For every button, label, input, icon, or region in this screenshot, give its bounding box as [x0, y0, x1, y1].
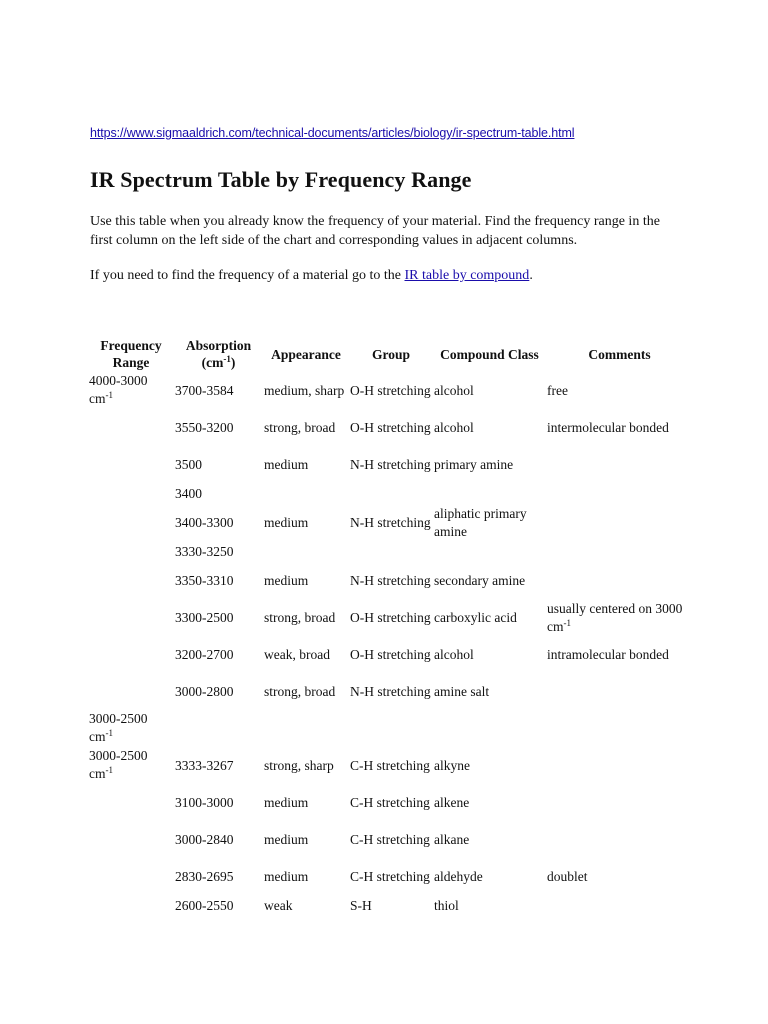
cell-appearance [263, 483, 349, 504]
table-row [88, 541, 693, 562]
document-page [90, 126, 690, 285]
table-row [88, 372, 693, 409]
cell-absorption: 3333-3267 [175, 757, 234, 773]
cell-appearance: strong, broad [264, 609, 336, 625]
cell-group [349, 483, 433, 504]
cell-appearance: weak [264, 897, 293, 913]
para2-text-before: If you need to find the frequency of a material go to the [90, 268, 405, 283]
cell-group [349, 710, 433, 747]
table-row [88, 504, 693, 541]
cell-appearance [263, 710, 349, 747]
cell-compound-class: thiol [434, 897, 459, 913]
cell-comments [546, 710, 693, 747]
cell-appearance: medium [264, 456, 309, 472]
range-unit-sup: -1 [105, 728, 113, 738]
cell-frequency-range [88, 562, 174, 599]
cell-absorption: 3330-3250 [175, 543, 234, 559]
cell-compound-class: primary amine [434, 456, 514, 472]
cell-group: O-H stretching [350, 382, 431, 398]
cell-comments [546, 784, 693, 821]
table-row [88, 562, 693, 599]
cell-compound-class: alcohol [434, 646, 474, 662]
cell-appearance: medium [264, 514, 309, 530]
cell-group: O-H stretching [350, 646, 431, 662]
table-row [88, 747, 693, 784]
cell-absorption: 3550-3200 [175, 419, 234, 435]
cell-group: C-H stretching [350, 868, 430, 884]
cell-compound-class: amine salt [434, 683, 490, 699]
cell-comments [546, 483, 693, 504]
header-appearance: Appearance [271, 346, 341, 362]
cell-compound-class [433, 541, 546, 562]
cell-appearance: weak, broad [264, 646, 330, 662]
cell-comments [546, 504, 693, 541]
cell-absorption: 3000-2840 [175, 831, 234, 847]
table-row [88, 636, 693, 673]
cell-absorption: 3100-3000 [175, 794, 234, 810]
range-value: 4000-3000 [89, 373, 148, 388]
header-absorption-text: Absorption (cm [185, 338, 252, 370]
range-unit: cm [89, 766, 106, 781]
cell-absorption: 3400 [175, 485, 202, 501]
cell-appearance: medium [264, 572, 309, 588]
cell-absorption: 3200-2700 [175, 646, 234, 662]
table-row [88, 599, 693, 636]
cell-comments [546, 541, 693, 562]
header-absorption [174, 336, 263, 372]
cell-absorption [174, 710, 263, 747]
header-frequency-range: Frequency Range [100, 338, 162, 370]
cell-absorption: 3500 [175, 456, 202, 472]
cell-appearance: medium, sharp [264, 382, 345, 398]
cell-compound-class: alkyne [434, 757, 470, 773]
cell-group: N-H stretching [350, 572, 431, 588]
compound-table-paragraph [90, 266, 690, 285]
cell-absorption: 3300-2500 [175, 609, 234, 625]
table-row [88, 858, 693, 895]
cell-frequency-range [88, 784, 174, 821]
cell-frequency-range [88, 446, 174, 483]
cell-frequency-range [88, 895, 174, 916]
cell-frequency-range [88, 504, 174, 541]
ir-table-by-compound-link[interactable]: IR table by compound [404, 268, 530, 283]
table-row [88, 483, 693, 504]
cell-appearance: medium [264, 794, 309, 810]
range-value: 3000-2500 [89, 711, 148, 726]
cell-comments: intramolecular bonded [547, 646, 669, 662]
cell-absorption: 3000-2800 [175, 683, 234, 699]
cell-comments [546, 446, 693, 483]
cell-frequency-range [88, 372, 174, 409]
table-row [88, 446, 693, 483]
range-unit: cm [89, 391, 106, 406]
cell-appearance: medium [264, 831, 309, 847]
intro-paragraph: Use this table when you already know the frequency of your material. Find the frequency range in the first column on the left side of the chart and corresponding values in adjacent columns. [90, 214, 660, 248]
cell-compound-class: carboxylic acid [434, 609, 517, 625]
cell-comments [546, 895, 693, 916]
cell-frequency-range [88, 858, 174, 895]
cell-absorption: 3700-3584 [175, 382, 234, 398]
cell-frequency-range [88, 483, 174, 504]
cell-group: S-H [350, 897, 372, 913]
ir-spectrum-table [88, 336, 693, 916]
cell-comments [546, 562, 693, 599]
comment-unit-sup: -1 [563, 617, 571, 628]
header-compound-class: Compound Class [440, 346, 539, 362]
cell-compound-class [433, 710, 546, 747]
cell-comments [546, 599, 693, 636]
cell-comments: intermolecular bonded [547, 419, 669, 435]
page-title: IR Spectrum Table by Frequency Range [90, 167, 472, 192]
cell-absorption: 3350-3310 [175, 572, 234, 588]
cell-compound-class [433, 483, 546, 504]
cell-comments: free [547, 382, 568, 398]
table-row [88, 673, 693, 710]
comment-text: usually centered on 3000 cm [547, 600, 683, 634]
cell-appearance: strong, broad [264, 419, 336, 435]
cell-absorption: 2830-2695 [175, 868, 234, 884]
cell-appearance: medium [264, 868, 309, 884]
range-unit: cm [89, 729, 106, 744]
cell-frequency-range [88, 409, 174, 446]
cell-frequency-range [88, 747, 174, 784]
cell-comments [546, 821, 693, 858]
table-row [88, 409, 693, 446]
cell-frequency-range [88, 673, 174, 710]
header-group: Group [371, 346, 410, 362]
cell-compound-class: aldehyde [434, 868, 483, 884]
cell-compound-class: alkene [434, 794, 470, 810]
cell-frequency-range [88, 636, 174, 673]
cell-appearance: strong, sharp [264, 757, 334, 773]
cell-frequency-range [88, 541, 174, 562]
cell-group: C-H stretching [350, 831, 430, 847]
cell-group [349, 541, 433, 562]
table-row [88, 821, 693, 858]
cell-comments [546, 747, 693, 784]
table-row [88, 895, 693, 916]
cell-group: O-H stretching [350, 609, 431, 625]
cell-compound-class: alcohol [434, 382, 474, 398]
cell-compound-class: alcohol [434, 419, 474, 435]
range-unit-sup: -1 [105, 765, 113, 775]
cell-compound-class: secondary amine [434, 572, 526, 588]
cell-absorption: 3400-3300 [175, 514, 234, 530]
cell-group: N-H stretching [350, 456, 431, 472]
cell-absorption: 2600-2550 [175, 897, 234, 913]
cell-compound-class: aliphatic primary amine [434, 505, 527, 539]
cell-group: C-H stretching [350, 794, 430, 810]
table-header-row [88, 336, 693, 372]
header-absorption-sup: -1 [223, 354, 231, 364]
cell-compound-class: alkane [434, 831, 470, 847]
para2-text-after: . [529, 268, 533, 283]
cell-group: C-H stretching [350, 757, 430, 773]
header-comments: Comments [588, 346, 651, 362]
cell-appearance [263, 541, 349, 562]
cell-appearance: strong, broad [264, 683, 336, 699]
cell-frequency-range [88, 821, 174, 858]
cell-comments: doublet [547, 868, 588, 884]
cell-frequency-range [88, 710, 174, 747]
cell-frequency-range [88, 599, 174, 636]
range-unit-sup: -1 [105, 390, 113, 400]
cell-comments [546, 673, 693, 710]
range-value: 3000-2500 [89, 748, 148, 763]
cell-group: N-H stretching [350, 683, 431, 699]
cell-group: N-H stretching [350, 514, 431, 530]
table-row [88, 784, 693, 821]
table-row [88, 710, 693, 747]
cell-group: O-H stretching [350, 419, 431, 435]
header-absorption-close: ) [230, 355, 236, 370]
source-url-link[interactable]: https://www.sigmaaldrich.com/technical-documents/articles/biology/ir-spectrum-table.html [90, 126, 575, 140]
